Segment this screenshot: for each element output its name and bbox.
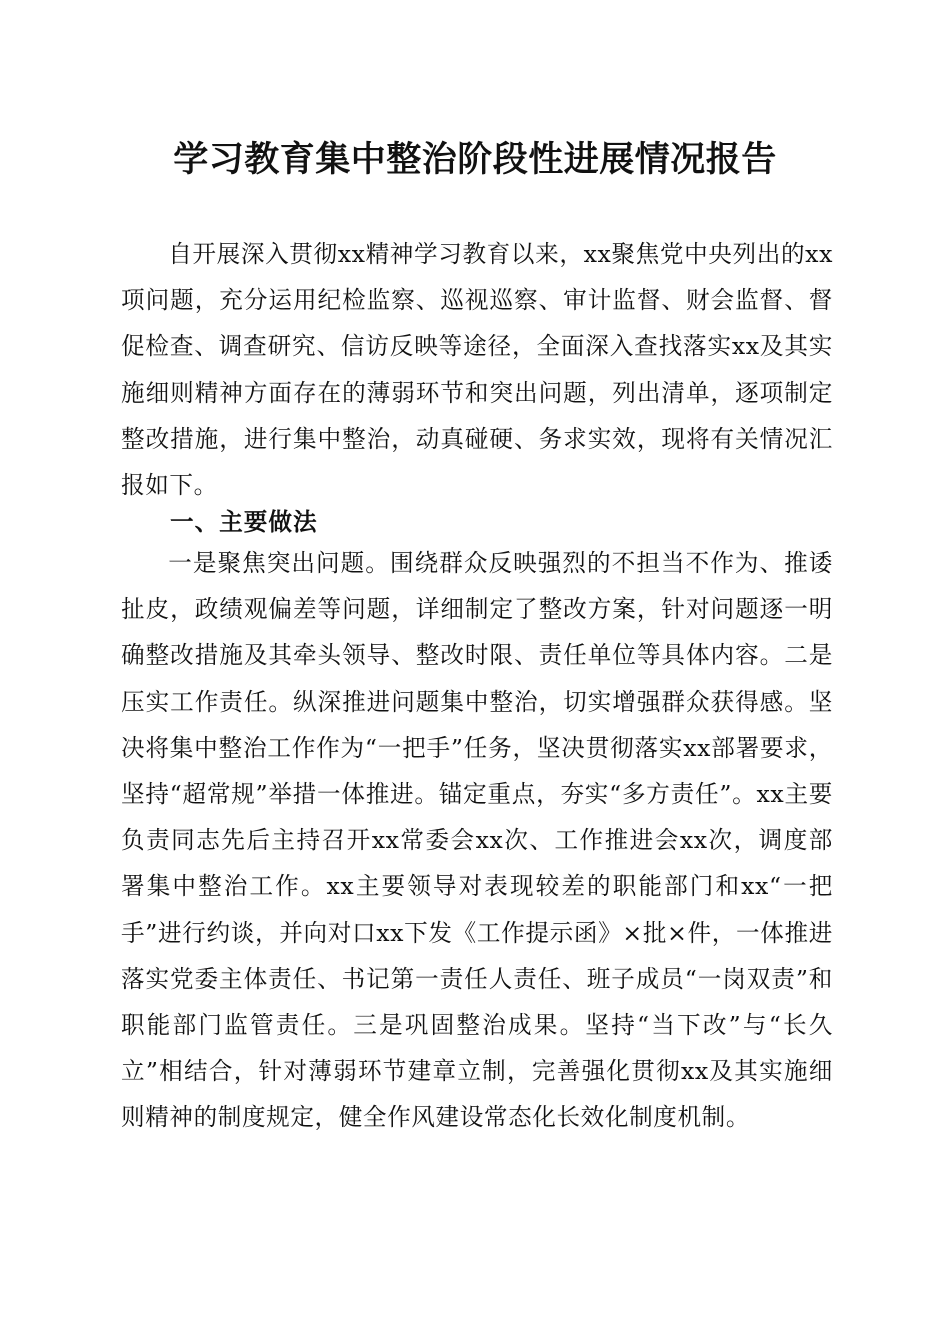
section-paragraph: 一是聚焦突出问题。围绕群众反映强烈的不担当不作为、推诿扯皮，政绩观偏差等问题，详细制定了整改方案，针对问题逐一明确整改措施及其牵头领导、整改时限、责任单位等具体内容。二是压实工作责任。纵深推进问题集中整治，切实增强群众获得感。坚决将集中整治工作作为“一把手”任务，坚决贯彻落实xx部署要求，坚持“超常规”举措一体推进。锚定重点，夯实“多方责任”。xx主要负责同志先后主持召开xx常委会xx次、工作推进会xx次，调度部署集中整治工作。xx主要领导对表现较差的职能部门和xx“一把手”进行约谈，并向对口xx下发《工作提示函》×批×件，一体推进落实党委主体责任、书记第一责任人责任、班子成员“一岗双责”和职能部门监管责任。三是巩固整治成果。坚持“当下改”与“长久立”相结合，针对薄弱环节建章立制，完善强化贯彻xx及其实施细则精神的制度规定，健全作风建设常态化长效化制度机制。 — [121, 549, 833, 1132]
section-heading: 一、主要做法 — [170, 508, 318, 536]
document-title: 学习教育集中整治阶段性进展情况报告 — [173, 139, 777, 180]
intro-paragraph: 自开展深入贯彻xx精神学习教育以来，xx聚焦党中央列出的xx项问题，充分运用纪检监察、巡视巡察、审计监督、财会监督、督促检查、调查研究、信访反映等途径，全面深入查找落实xx及其实施细则精神方面存在的薄弱环节和突出问题，列出清单，逐项制定整改措施，进行集中整治，动真碰硬、务求实效，现将有关情况汇报如下。 — [121, 240, 833, 500]
